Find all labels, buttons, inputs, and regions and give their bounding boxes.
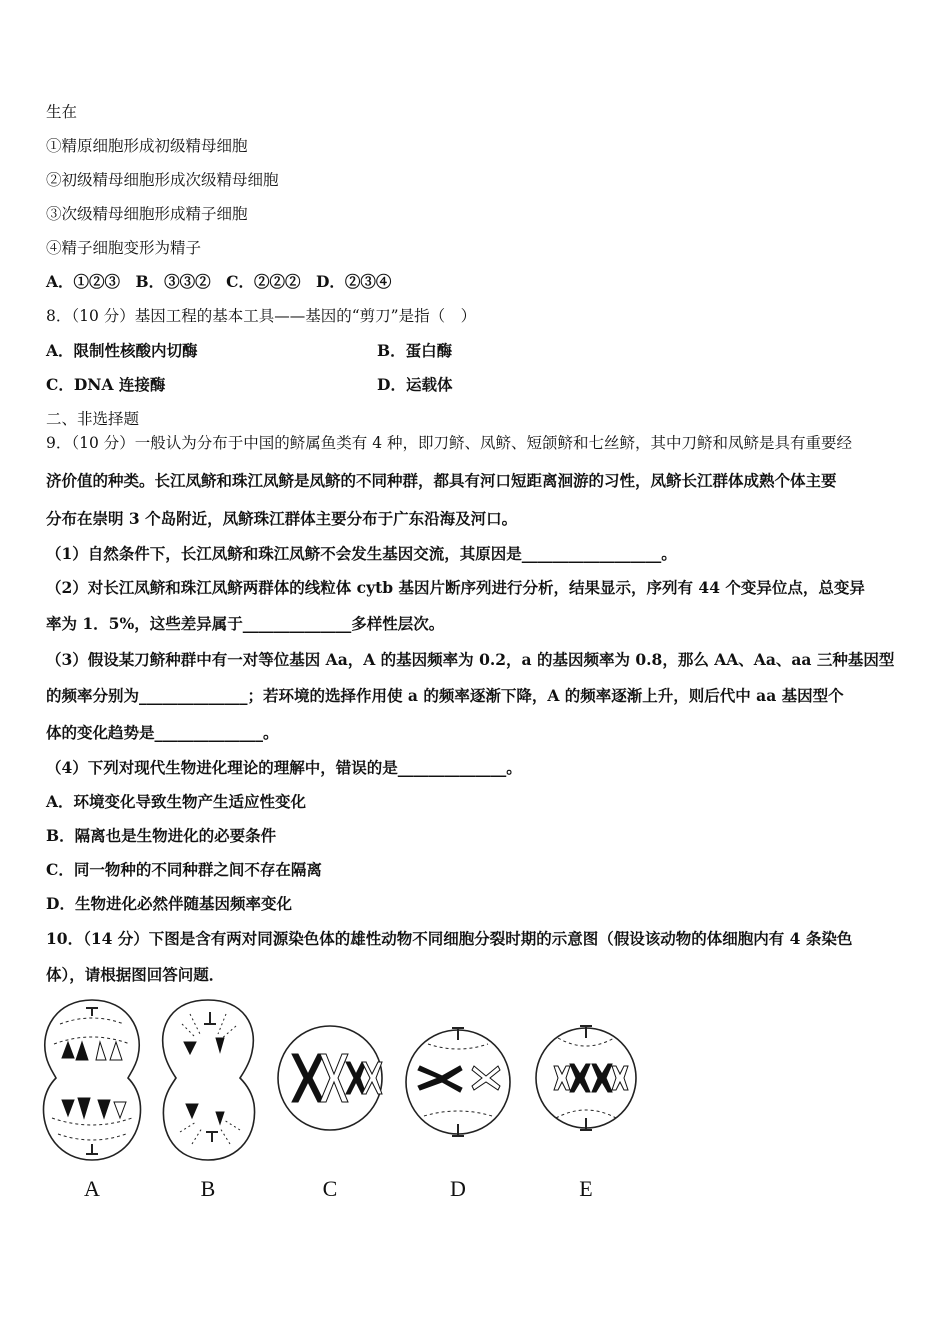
q9-stem-line-3: 分布在崇明 3 个岛附近，凤鲚珠江群体主要分布于广东沿海及河口。 xyxy=(46,509,518,528)
q7-item-2: ②初级精母细胞形成次级精母细胞 xyxy=(46,171,279,189)
q8-option-b: B．蛋白酶 xyxy=(377,341,453,360)
q8-option-c: C．DNA 连接酶 xyxy=(46,375,166,394)
figure-label-d: D xyxy=(450,1176,466,1201)
q9-part-2-line-2: 率为 1．5%，这些差异属于______________多样性层次。 xyxy=(46,614,445,633)
figure-label-a: A xyxy=(84,1176,100,1201)
q7-item-1: ①精原细胞形成初级精母细胞 xyxy=(46,137,248,155)
q9-part-3-line-2: 的频率分别为______________；若环境的选择作用使 a 的频率逐渐下降，A 的频率逐渐上升，则后代中 aa 基因型个 xyxy=(46,686,844,705)
q9-stem-line-1: 9．（10 分）一般认为分布于中国的鲚属鱼类有 4 种，即刀鲚、凤鲚、短颌鲚和七丝鲚，其中刀鲚和凤鲚是具有重要经 xyxy=(46,434,852,452)
cell-b-diagram xyxy=(163,1000,255,1160)
q9-part-4: （4）下列对现代生物进化理论的理解中，错误的是______________。 xyxy=(46,758,522,777)
q7-item-3: ③次级精母细胞形成精子细胞 xyxy=(46,205,248,223)
q9-part-2-line-1: （2）对长江凤鲚和珠江凤鲚两群体的线粒体 cytb 基因片断序列进行分析，结果显示，序列有 44 个变异位点，总变异 xyxy=(46,578,865,597)
cell-a-diagram xyxy=(43,1000,140,1160)
section-heading: 二、非选择题 xyxy=(46,410,140,428)
q9-option-c: C．同一物种的不同种群之间不存在隔离 xyxy=(46,860,322,879)
q9-stem-line-2: 济价值的种类。长江凤鲚和珠江凤鲚是凤鲚的不同种群，都具有河口短距离洄游的习性，凤鲚长江群体成熟个体主要 xyxy=(46,471,837,490)
q8-option-a: A．限制性核酸内切酶 xyxy=(46,341,198,360)
q7-stem-tail: 生在 xyxy=(46,103,78,121)
q10-stem-line-2: 体），请根据图回答问题． xyxy=(46,965,225,984)
q9-part-3-line-3: 体的变化趋势是______________。 xyxy=(46,723,279,742)
q8-option-d: D．运载体 xyxy=(377,375,453,394)
q10-stem-line-1: 10．（14 分）下图是含有两对同源染色体的雄性动物不同细胞分裂时期的示意图（假设该动物的体细胞内有 4 条染色 xyxy=(46,929,853,948)
q8-stem: 8．（10 分）基因工程的基本工具——基因的“剪刀”是指（ ） xyxy=(46,307,477,325)
figure-label-c: C xyxy=(322,1176,338,1201)
q7-options: A．①②③ B．③③② C．②②② D．②③④ xyxy=(46,272,392,291)
figure-label-b: B xyxy=(200,1176,216,1201)
q9-part-1: （1）自然条件下，长江凤鲚和珠江凤鲚不会发生基因交流，其原因是__________________。 xyxy=(46,544,677,563)
cell-division-figure xyxy=(40,994,660,1214)
q7-item-4: ④精子细胞变形为精子 xyxy=(46,239,202,257)
q9-option-b: B．隔离也是生物进化的必要条件 xyxy=(46,826,277,845)
figure-label-e: E xyxy=(579,1176,593,1201)
q9-option-a: A．环境变化导致生物产生适应性变化 xyxy=(46,792,307,811)
q9-option-d: D．生物进化必然伴随基因频率变化 xyxy=(46,894,292,913)
q9-part-3-line-1: （3）假设某刀鲚种群中有一对等位基因 Aa，A 的基因频率为 0.2，a 的基因频率为 0.8，那么 AA、Aa、aa 三种基因型 xyxy=(46,650,895,669)
